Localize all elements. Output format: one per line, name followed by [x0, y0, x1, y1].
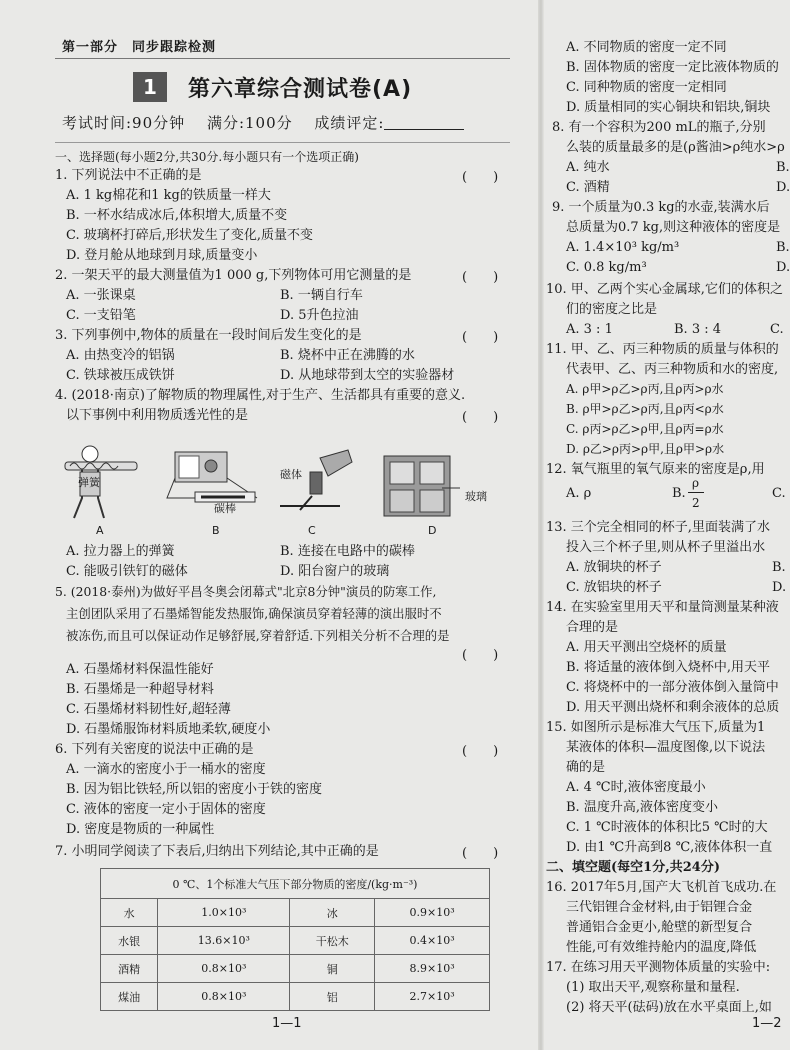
option: A. 石墨烯材料保温性能好 — [66, 662, 214, 677]
question-9-stem: 9. 一个质量为0.3 kg的水壶,装满水后 — [552, 200, 770, 215]
option: D. 石墨烯服饰材料质地柔软,硬度小 — [66, 722, 271, 737]
option: A. 不同物质的密度一定不同 — [566, 40, 727, 55]
table-cell: 干松木 — [290, 927, 375, 955]
option: D. 5升色拉油 — [280, 308, 359, 323]
option: A. 4 ℃时,液体密度最小 — [566, 780, 706, 795]
question-15-stem: 15. 如图所示是标准大气压下,质量为1 — [546, 720, 766, 735]
option: A. 一张课桌 — [66, 288, 136, 303]
option: D. 用天平测出烧杯和剩余液体的总质 — [566, 700, 780, 715]
question-1-stem: 1. 下列说法中不正确的是 — [55, 168, 202, 183]
option: C. 液体的密度一定小于固体的密度 — [66, 802, 266, 817]
option: A. 用天平测出空烧杯的质量 — [566, 640, 727, 655]
question-2-stem: 2. 一架天平的最大测量值为1 000 g,下列物体可用它测量的是 — [55, 268, 412, 283]
option: C. 一支铅笔 — [66, 308, 136, 323]
option: C. 酒精 — [566, 180, 610, 195]
table-cell: 水银 — [101, 927, 158, 955]
table-cell: 0.8×10³ — [158, 955, 290, 983]
option: D. 质量相同的实心铜块和铝块,铜块 — [566, 100, 771, 115]
question-17-stem: 17. 在练习用天平测物体质量的实验中: — [546, 960, 771, 975]
section-2-heading: 二、填空题(每空1分,共24分) — [546, 860, 720, 875]
right-page — [540, 0, 790, 1050]
table-row — [101, 955, 490, 983]
question-13-stem: 13. 三个完全相同的杯子,里面装满了水 — [546, 520, 770, 535]
table-row — [101, 927, 490, 955]
question-8-stem: 么装的质量最多的是(ρ酱油>ρ纯水>ρ — [566, 140, 785, 155]
image-letter: B — [212, 524, 220, 537]
exam-grade-label: 成绩评定: — [314, 114, 385, 132]
option: B. — [772, 560, 786, 575]
magnet-illustration — [270, 448, 360, 518]
page-number-right: 1—2 — [752, 1016, 782, 1031]
density-table — [100, 868, 490, 1011]
image-letter: C — [308, 524, 316, 537]
option: D. ρ乙>ρ丙>ρ甲,且ρ甲>ρ水 — [566, 442, 725, 456]
option: A. 放铜块的杯子 — [566, 560, 662, 575]
option: B. 固体物质的密度一定比液体物质的 — [566, 60, 779, 75]
option: D. — [776, 180, 790, 195]
question-4-stem: 以下事例中利用物质透光性的是 — [66, 408, 249, 423]
option: B. 连接在电路中的碳棒 — [280, 544, 415, 559]
option: A. ρ — [566, 486, 592, 501]
option: A. 1.4×10³ kg/m³ — [566, 240, 680, 255]
question-14-stem: 合理的是 — [566, 620, 619, 635]
answer-paren: ( ) — [462, 170, 499, 185]
table-cell: 酒精 — [101, 955, 158, 983]
question-16-stem: 16. 2017年5月,国产大飞机首飞成功.在 — [546, 880, 777, 895]
option: B. 3 : 4 — [674, 322, 722, 337]
option: A. 一滴水的密度小于一桶水的密度 — [66, 762, 266, 777]
table-row — [101, 983, 490, 1011]
page-title: 第六章综合测试卷(A) — [188, 77, 413, 102]
option: C. 铁球被压成铁饼 — [66, 368, 175, 383]
option: B. 温度升高,液体密度变小 — [566, 800, 718, 815]
header-divider — [55, 58, 510, 59]
image-label: 玻璃 — [465, 490, 487, 503]
option: C. 同种物质的密度一定相同 — [566, 80, 727, 95]
option: A. 由热变冷的铝锅 — [66, 348, 175, 363]
test-number-badge: 1 — [133, 72, 167, 102]
answer-paren: ( ) — [462, 330, 499, 345]
option: C. 1 ℃时液体的体积比5 ℃时的大 — [566, 820, 768, 835]
table-cell: 0.9×10³ — [375, 899, 490, 927]
option: B. — [672, 486, 686, 501]
option: B. ρ甲>ρ乙>ρ丙,且ρ丙<ρ水 — [566, 402, 724, 416]
table-cell: 1.0×10³ — [158, 899, 290, 927]
question-10-stem: 们的密度之比是 — [566, 302, 658, 317]
option: D. — [776, 260, 790, 275]
answer-paren: ( ) — [462, 270, 499, 285]
option: B. 一杯水结成冰后,体积增大,质量不变 — [66, 208, 288, 223]
option: B. 因为铝比铁轻,所以铝的密度小于铁的密度 — [66, 782, 322, 797]
option: A. 拉力器上的弹簧 — [66, 544, 175, 559]
question-5-stem: 5. (2018·泰州)为做好平昌冬奥会闭幕式"北京8分钟"演员的防寒工作, — [55, 584, 437, 599]
window-glass-illustration — [382, 454, 462, 518]
question-16-stem: 三代铝锂合金材料,由于铝锂合金 — [566, 900, 753, 915]
fraction-numerator: ρ — [692, 476, 700, 490]
image-letter: A — [96, 524, 104, 537]
image-label: 弹簧 — [78, 476, 100, 489]
question-14-stem: 14. 在实验室里用天平和量筒测量某种液 — [546, 600, 779, 615]
exam-info — [62, 112, 464, 133]
part-header: 第一部分 同步跟踪检测 — [62, 40, 217, 55]
question-15-stem: 某液体的体积—温度图像,以下说法 — [566, 740, 766, 755]
option: D. 阳台窗户的玻璃 — [280, 564, 390, 579]
question-11-stem: 代表甲、乙、丙三种物质和水的密度, — [566, 362, 779, 377]
page-number-left: 1—1 — [272, 1016, 302, 1031]
question-11-stem: 11. 甲、乙、丙三种物质的质量与体积的 — [546, 342, 779, 357]
option: D. 密度是物质的一种属性 — [66, 822, 215, 837]
table-caption: 0 ℃、1个标准大气压下部分物质的密度/(kg·m⁻³) — [101, 869, 490, 899]
table-cell: 煤油 — [101, 983, 158, 1011]
option: D. 由1 ℃升高到8 ℃,液体体积一直 — [566, 840, 773, 855]
table-header-row — [101, 869, 490, 899]
option: C. — [770, 322, 784, 337]
table-cell: 水 — [101, 899, 158, 927]
answer-paren: ( ) — [462, 744, 499, 759]
image-label: 碳棒 — [214, 502, 236, 515]
table-cell: 13.6×10³ — [158, 927, 290, 955]
question-7-stem: 7. 小明同学阅读了下表后,归纳出下列结论,其中正确的是 — [55, 844, 379, 859]
question-15-stem: 确的是 — [566, 760, 606, 775]
answer-paren: ( ) — [462, 648, 499, 663]
option: B. 石墨烯是一种超导材料 — [66, 682, 214, 697]
question-6-stem: 6. 下列有关密度的说法中正确的是 — [55, 742, 254, 757]
question-3-stem: 3. 下列事例中,物体的质量在一段时间后发生变化的是 — [55, 328, 362, 343]
question-17-stem: (2) 将天平(砝码)放在水平桌面上,如 — [566, 1000, 772, 1015]
table-cell: 0.8×10³ — [158, 983, 290, 1011]
option: A. 纯水 — [566, 160, 610, 175]
info-divider — [55, 142, 510, 143]
question-8-stem: 8. 有一个容积为200 mL的瓶子,分别 — [552, 120, 766, 135]
option: C. 石墨烯材料韧性好,超轻薄 — [66, 702, 231, 717]
question-5-stem: 被冻伤,而且可以保证动作足够舒展,穿着舒适.下列相关分析不合理的是 — [66, 628, 450, 643]
option: B. — [776, 160, 790, 175]
table-row — [101, 899, 490, 927]
table-cell: 8.9×10³ — [375, 955, 490, 983]
option: C. 放铝块的杯子 — [566, 580, 662, 595]
image-letter: D — [428, 524, 437, 537]
fraction-bar — [688, 492, 704, 493]
fraction-denominator: 2 — [692, 496, 700, 510]
option: A. 3 : 1 — [566, 322, 613, 337]
question-9-stem: 总质量为0.7 kg,则这种液体的密度是 — [566, 220, 781, 235]
spring-exerciser-illustration — [60, 440, 140, 520]
option: B. — [776, 240, 790, 255]
question-16-stem: 性能,可有效维持舱内的温度,降低 — [566, 940, 757, 955]
option: B. 将适量的液体倒入烧杯中,用天平 — [566, 660, 770, 675]
question-17-stem: (1) 取出天平,观察称量和量程. — [566, 980, 740, 995]
table-cell: 铝 — [290, 983, 375, 1011]
table-cell: 2.7×10³ — [375, 983, 490, 1011]
table-cell: 铜 — [290, 955, 375, 983]
question-13-stem: 投入三个杯子里,则从杯子里溢出水 — [566, 540, 766, 555]
section-1-heading: 一、选择题(每小题2分,共30分.每小题只有一个选项正确) — [55, 150, 359, 164]
option: C. 玻璃杯打碎后,形状发生了变化,质量不变 — [66, 228, 314, 243]
answer-paren: ( ) — [462, 410, 499, 425]
question-16-stem: 普通铝合金更小,舱壁的新型复合 — [566, 920, 753, 935]
exam-time: 考试时间:90分钟 — [62, 114, 186, 132]
question-12-stem: 12. 氧气瓶里的氧气原来的密度是ρ,用 — [546, 462, 765, 477]
question-5-stem: 主创团队采用了石墨烯智能发热服饰,确保演员穿着轻薄的演出服时不 — [66, 606, 442, 621]
option: B. 一辆自行车 — [280, 288, 363, 303]
option: C. 能吸引铁钉的磁体 — [66, 564, 188, 579]
option: D. — [772, 580, 787, 595]
image-label: 磁体 — [280, 468, 302, 481]
option: C. ρ丙>ρ乙>ρ甲,且ρ丙=ρ水 — [566, 422, 724, 436]
option: C. 将烧杯中的一部分液体倒入量筒中 — [566, 680, 779, 695]
option: A. ρ甲>ρ乙>ρ丙,且ρ丙>ρ水 — [566, 382, 724, 396]
option: C. — [772, 486, 786, 501]
option: B. 烧杯中正在沸腾的水 — [280, 348, 415, 363]
option: A. 1 kg棉花和1 kg的铁质量一样大 — [66, 188, 271, 203]
option: D. 从地球带到太空的实验器材 — [280, 368, 455, 383]
exam-full-score: 满分:100分 — [206, 114, 293, 132]
table-cell: 冰 — [290, 899, 375, 927]
question-4-stem: 4. (2018·南京)了解物质的物理属性,对于生产、生活都具有重要的意义. — [55, 388, 466, 403]
answer-paren: ( ) — [462, 846, 499, 861]
question-10-stem: 10. 甲、乙两个实心金属球,它们的体积之 — [546, 282, 783, 297]
option: C. 0.8 kg/m³ — [566, 260, 647, 275]
grade-blank — [384, 116, 464, 130]
option: D. 登月舱从地球到月球,质量变小 — [66, 248, 258, 263]
table-cell: 0.4×10³ — [375, 927, 490, 955]
